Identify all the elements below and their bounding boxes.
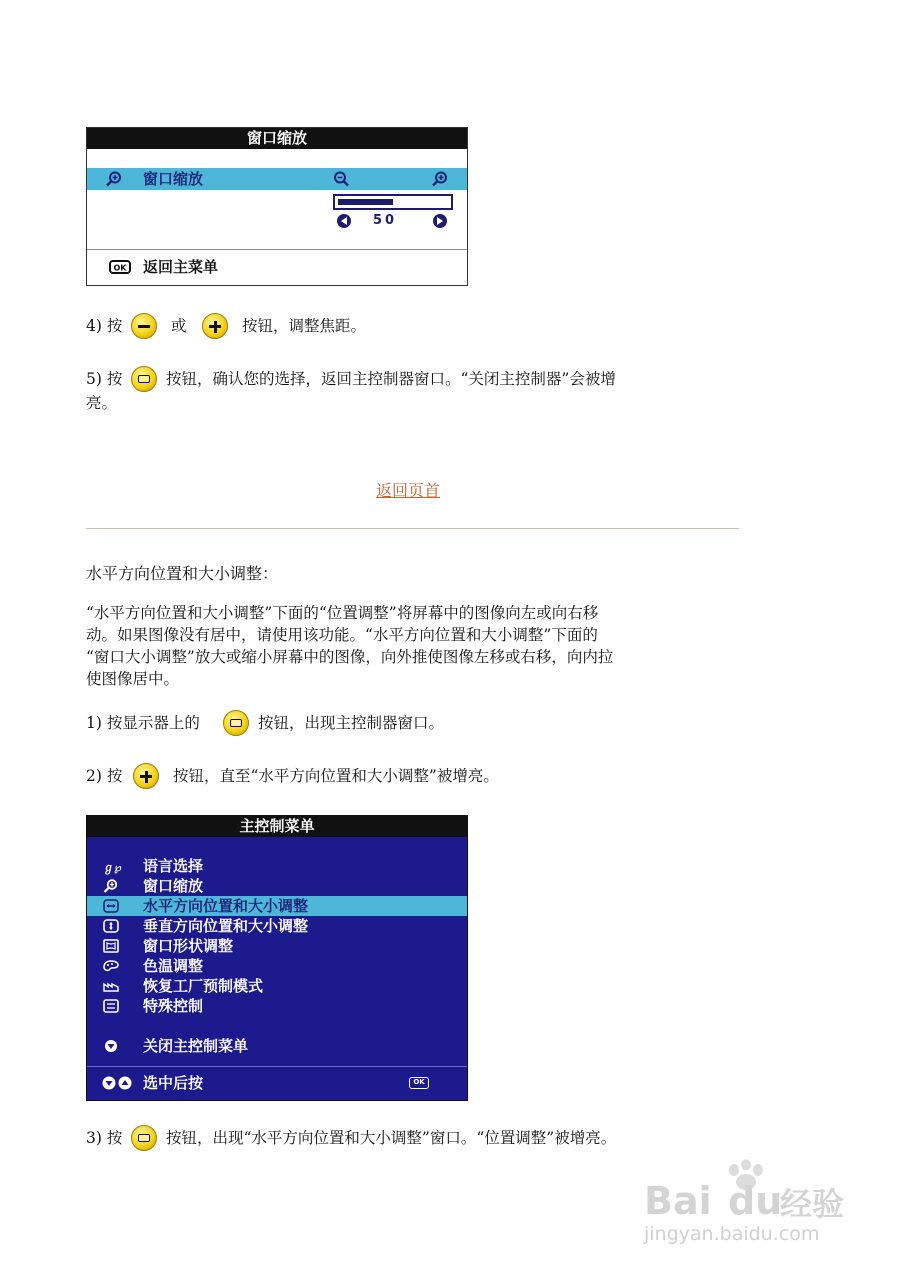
step-1-after: 按钮，出现主控制器窗口。 <box>258 714 445 732</box>
menu-item-close[interactable] <box>87 1036 467 1056</box>
menu-item-factory-reset[interactable] <box>87 976 467 996</box>
step-5-after-2: 亮。 <box>86 394 118 412</box>
intro-line-4: 使图像居中。 <box>86 670 180 688</box>
watermark-brand-b: du <box>728 1179 783 1223</box>
menu-item-shape[interactable] <box>87 936 467 956</box>
menu-item-label: 窗口缩放 <box>143 877 204 895</box>
menu-item-label: 特殊控制 <box>143 997 204 1015</box>
osd-divider <box>87 1066 467 1067</box>
zoom-slider-fill <box>338 199 393 205</box>
ok-button-icon <box>131 1125 157 1151</box>
menu-item-label: 垂直方向位置和大小调整 <box>143 917 309 935</box>
plus-button-icon <box>133 763 159 789</box>
zoom-in-icon <box>105 171 123 187</box>
step-2-after: 按钮，直至“水平方向位置和大小调整”被增亮。 <box>173 767 499 785</box>
chevron-down-icon <box>103 1039 119 1053</box>
step-3-after: 按钮，出现“水平方向位置和大小调整”窗口。“位置调整”被增亮。 <box>166 1129 617 1147</box>
menu-item-language[interactable] <box>87 856 467 876</box>
osd-zoom-window <box>86 127 468 286</box>
zoom-icon <box>103 879 119 893</box>
zoom-slider[interactable] <box>333 194 453 210</box>
zoom-value: 50 <box>373 213 398 228</box>
menu-item-label: 水平方向位置和大小调整 <box>143 897 309 915</box>
osd-main-menu <box>86 815 468 1101</box>
arrow-right-icon <box>432 213 448 229</box>
step-4-or: 或 <box>171 317 187 335</box>
vertical-icon <box>103 919 119 933</box>
watermark-url: jingyan.baidu.com <box>644 1223 820 1245</box>
language-icon <box>103 859 122 874</box>
intro-line-2: 动。如果图像没有居中，请使用该功能。“水平方向位置和大小调整”下面的 <box>86 626 598 644</box>
plus-button-icon <box>202 313 228 339</box>
menu-item-horizontal[interactable] <box>87 896 467 916</box>
section-divider <box>86 528 739 529</box>
step-4-after: 按钮，调整焦距。 <box>242 317 367 335</box>
zoom-out-icon <box>333 171 351 187</box>
menu-item-label: 色温调整 <box>143 957 204 975</box>
step-5-after: 按钮，确认您的选择，返回主控制器窗口。“关闭主控制器”会被增 <box>166 370 616 388</box>
step-2-before: 2) 按 <box>86 767 123 785</box>
ok-icon <box>409 1077 429 1089</box>
menu-item-color-temperature[interactable] <box>87 956 467 976</box>
ok-icon <box>109 260 131 274</box>
special-icon <box>103 999 119 1013</box>
menu-item-vertical[interactable] <box>87 916 467 936</box>
menu-item-label: 恢复工厂预制模式 <box>143 977 264 995</box>
ok-button-icon <box>223 710 249 736</box>
menu-item-label: 窗口形状调整 <box>143 937 234 955</box>
step-5-num: 5) 按 <box>86 370 123 388</box>
shape-icon <box>103 939 119 953</box>
svg-text:ℊ℘: ℊ℘ <box>103 861 122 874</box>
back-to-top-link[interactable]: 返回页首 <box>376 481 441 500</box>
watermark-brand-a: Bai <box>644 1179 712 1223</box>
step-4-text: 4) 按 <box>86 317 123 335</box>
section-heading: 水平方向位置和大小调整： <box>86 564 279 583</box>
menu-item-zoom[interactable] <box>87 876 467 896</box>
intro-line-3: “窗口大小调整”放大或缩小屏幕中的图像，向外推使图像左移或右移，向内拉 <box>86 648 614 666</box>
ok-button-icon <box>131 366 157 392</box>
arrow-left-icon <box>336 213 352 229</box>
up-down-arrows-icon <box>101 1075 135 1091</box>
minus-button-icon <box>131 313 157 339</box>
osd-divider <box>87 249 467 250</box>
osd-zoom-item-label: 窗口缩放 <box>143 170 204 188</box>
zoom-in-icon <box>431 171 449 187</box>
menu-item-special[interactable] <box>87 996 467 1016</box>
ok-icon-label: OK <box>413 1078 425 1086</box>
menu-item-label: 语言选择 <box>143 857 204 875</box>
menu-item-label: 关闭主控制菜单 <box>143 1037 249 1055</box>
watermark-brand-c: 经验 <box>780 1185 845 1223</box>
osd-zoom-item <box>87 168 467 190</box>
step-3-before: 3) 按 <box>86 1129 123 1147</box>
step-4 <box>86 315 122 338</box>
horizontal-icon <box>103 899 119 913</box>
osd-footer-label: 选中后按 <box>143 1074 204 1092</box>
intro-line-1: “水平方向位置和大小调整”下面的“位置调整”将屏幕中的图像向左或向右移 <box>86 604 599 622</box>
step-1-before: 1) 按显示器上的 <box>86 714 200 732</box>
factory-icon <box>103 979 119 993</box>
osd-zoom-title: 窗口缩放 <box>87 128 467 149</box>
palette-icon <box>103 959 119 973</box>
svg-text:OK: OK <box>113 263 127 273</box>
back-to-main-menu[interactable]: 返回主菜单 <box>143 258 219 276</box>
osd-main-title: 主控制菜单 <box>87 816 467 837</box>
watermark <box>640 1160 890 1250</box>
